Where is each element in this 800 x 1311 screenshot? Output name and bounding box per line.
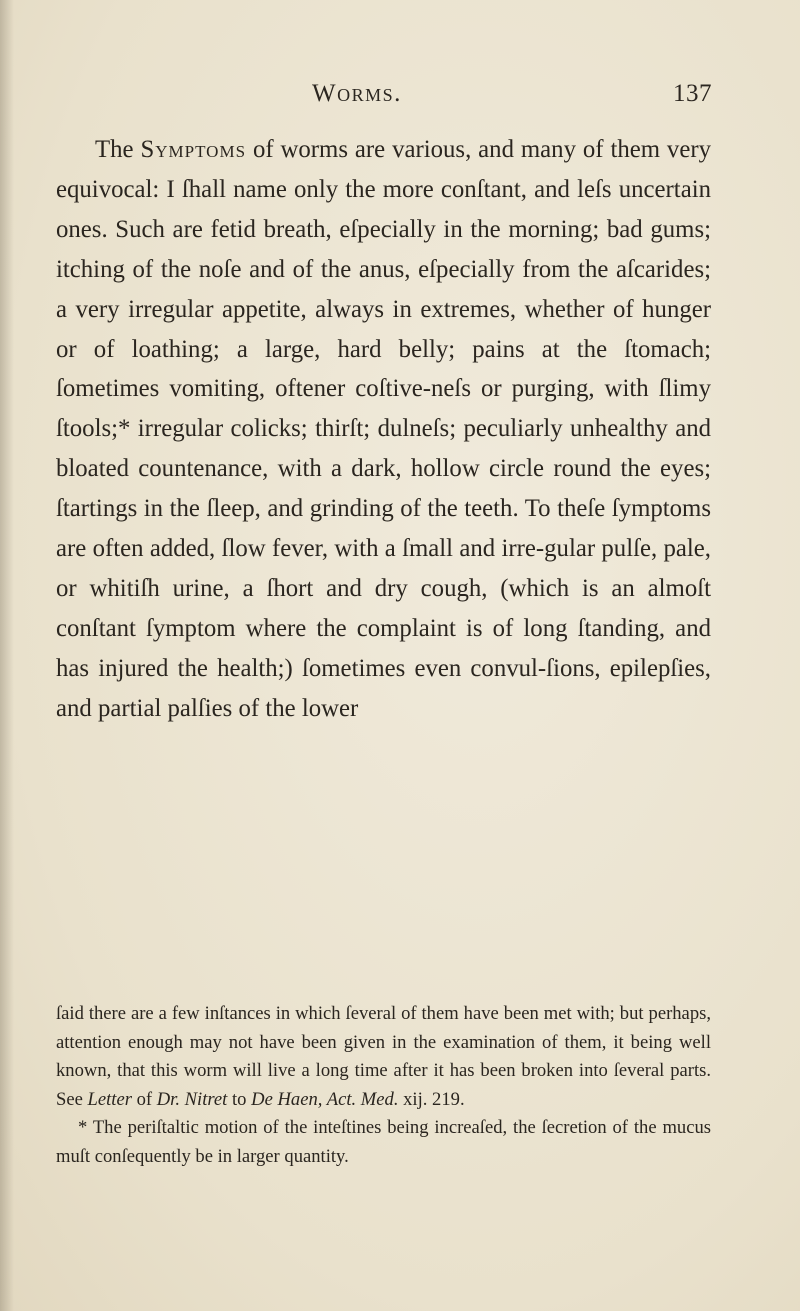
page-number: 137 <box>673 80 712 107</box>
footnote-continued <box>56 1000 711 1114</box>
running-header <box>312 80 712 108</box>
running-title: Worms. <box>312 80 402 107</box>
footnote-citation: xij. 219. <box>403 1088 465 1110</box>
footnote-to: to <box>232 1088 247 1110</box>
footnotes <box>56 1000 711 1172</box>
main-text <box>56 130 711 729</box>
footnote-of: of <box>136 1088 153 1110</box>
footnote-author: Dr. Nitret <box>156 1088 228 1110</box>
footnote-journal: De Haen, Act. Med. <box>251 1088 399 1110</box>
footnote-continued-text: ſaid there are a few inſtances in which ſeveral of them have been met with; but perhaps, attention enough may not have been given in the examination of them, it being well known, that this worm will live a long time after it has been broken into ſeveral parts. See <box>56 1003 711 1110</box>
paragraph-text: of worms are various, and many of them very equivocal: I ſhall name only the more conſtant, and leſs uncertain ones. Such are fetid breath, eſpecially in the morning; bad gums; itching of the noſe and of the anus, eſpecially from the aſcarides; a very irregular appetite, always in extremes, whether of hunger or of loathing; a large, hard belly; pains at the ſtomach; ſometimes vomiting, oftener coſtive-neſs or purging, with ſlimy ſtools;* irregular colicks; thirſt; dulneſs; peculiarly unhealthy and bloated countenance, with a dark, hollow circle round the eyes; ſtartings in the ſleep, and grinding of the teeth. To theſe ſymptoms are often added, ſlow fever, with a ſmall and irre-gular pulſe, pale, or whitiſh urine, a ſhort and dry cough, (which is an almoſt conſtant ſymptom where the complaint is of long ſtanding, and has injured the health;) ſometimes even convul-ſions, epilepſies, and partial palſies of the lower <box>56 136 711 722</box>
footnote-letter: Letter <box>87 1088 132 1110</box>
intro-word: The <box>95 136 134 163</box>
symptoms-word: Symptoms <box>140 136 247 163</box>
footnote-star: * The periſtaltic motion of the inteſtines being increaſed, the ſecretion of the mucus muſt conſequently be in larger quantity. <box>56 1117 711 1167</box>
body-paragraph <box>56 130 711 729</box>
